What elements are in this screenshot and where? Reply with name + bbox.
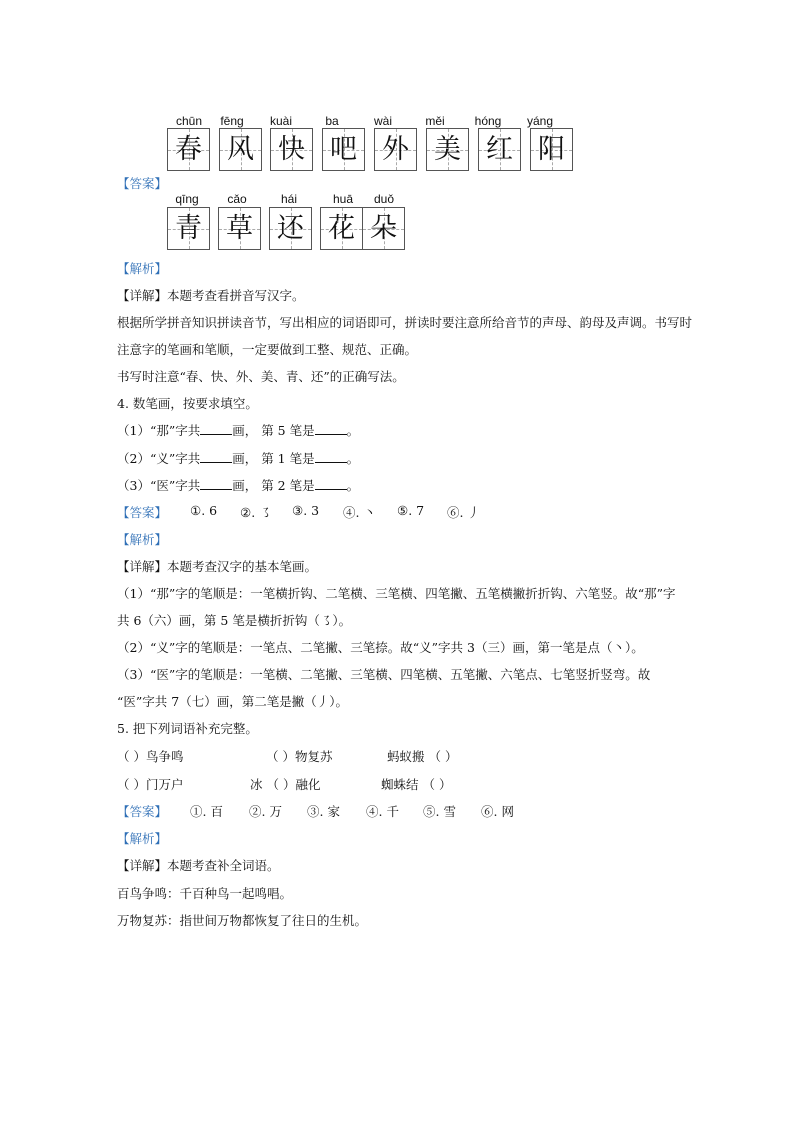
answer-tag: 【答案】 xyxy=(117,176,168,191)
pinyin-label: wài xyxy=(373,114,392,128)
character-cell: 快 xyxy=(270,128,313,171)
detail-paragraph: 书写时注意“春、快、外、美、青、还”的正确写法。 xyxy=(117,369,405,384)
question-item: （2）“义”字共 画， 第 1 笔是 。 xyxy=(117,451,360,466)
pinyin-label: hóng xyxy=(474,114,502,128)
character-cell: 红 xyxy=(478,128,521,171)
character-cell: 花 xyxy=(320,207,363,250)
fill-item: （ ）门万户 xyxy=(117,777,184,792)
character-cell: 风 xyxy=(219,128,262,171)
analysis-tag: 【解析】 xyxy=(117,261,168,276)
question-title: 4. 数笔画，按要求填空。 xyxy=(117,396,258,411)
character-cell: 草 xyxy=(218,207,261,250)
character-cell: 青 xyxy=(167,207,210,250)
question-item: （3）“医”字共 画， 第 2 笔是 。 xyxy=(117,478,360,493)
pinyin-label: qīng xyxy=(175,192,199,206)
detail-paragraph: （3）“医”字的笔顺是：一笔横、二笔撇、三笔横、四笔横、五笔撇、六笔点、七笔竖折竖弯。故 xyxy=(117,667,651,682)
answer-blank xyxy=(315,424,347,435)
answer-item: ⑤. 雪 xyxy=(423,804,456,819)
analysis-tag: 【解析】 xyxy=(117,831,168,846)
answer-blank xyxy=(315,479,347,490)
question-item: （1）“那”字共 画， 第 5 笔是 。 xyxy=(117,423,360,438)
answer-item: ②. ㇌ xyxy=(240,505,272,520)
pinyin-label: yáng xyxy=(526,114,554,128)
fill-item: 冰 （ ）融化 xyxy=(250,777,321,792)
answer-item: ①. 6 xyxy=(190,503,218,518)
pinyin-label: chūn xyxy=(175,114,203,128)
detail-paragraph: 百鸟争鸣：千百种鸟一起鸣唱。 xyxy=(117,886,293,901)
analysis-tag: 【解析】 xyxy=(117,532,168,547)
answer-item: ①. 百 xyxy=(190,804,223,819)
character-grid-row-2 xyxy=(167,207,414,250)
answer-item: ⑥. 丿 xyxy=(447,505,480,520)
answer-item: ⑤. 7 xyxy=(397,503,425,518)
fill-item: 蜘蛛结 （ ） xyxy=(381,777,452,792)
pinyin-label: ba xyxy=(325,114,339,128)
answer-tag: 【答案】 xyxy=(117,804,168,819)
detail-paragraph: 注意字的笔画和笔顺，一定要做到工整、规范、正确。 xyxy=(117,342,418,357)
detail-paragraph: （2）“义”字的笔顺是：一笔点、二笔撇、三笔捺。故“义”字共 3（三）画，第一笔是点（丶）。 xyxy=(117,640,644,655)
pinyin-label: kuài xyxy=(269,114,292,128)
pinyin-label: měi xyxy=(425,114,445,128)
answer-item: ⑥. 网 xyxy=(481,804,514,819)
detail-paragraph: 万物复苏：指世间万物都恢复了往日的生机。 xyxy=(117,913,368,928)
answer-item: ④. 千 xyxy=(366,804,399,819)
character-cell: 阳 xyxy=(530,128,573,171)
pinyin-label: duǒ xyxy=(373,192,395,206)
fill-item: （ ）鸟争鸣 xyxy=(117,749,184,764)
character-cell: 还 xyxy=(269,207,312,250)
answer-blank xyxy=(200,479,232,490)
detail-paragraph: （1）“那”字的笔顺是：一笔横折钩、二笔横、三笔横、四笔撇、五笔横撇折折钩、六笔竖。故“那”字 xyxy=(117,586,676,601)
character-cell: 春 xyxy=(167,128,210,171)
character-cell: 外 xyxy=(374,128,417,171)
pinyin-label: fēng xyxy=(220,114,244,128)
answer-tag: 【答案】 xyxy=(117,505,168,520)
detail-paragraph: “医”字共 7（七）画，第二笔是撇（丿）。 xyxy=(117,694,348,709)
answer-item: ③. 3 xyxy=(292,503,320,518)
detail-title: 【详解】本题考查汉字的基本笔画。 xyxy=(117,559,318,574)
answer-item: ②. 万 xyxy=(249,804,282,819)
detail-paragraph: 共 6（六）画，第 5 笔是横折折钩（㇌）。 xyxy=(117,613,352,628)
character-cell: 朵 xyxy=(362,207,405,250)
pinyin-label: huā xyxy=(332,192,354,206)
pinyin-label: hái xyxy=(280,192,297,206)
answer-blank xyxy=(315,452,347,463)
detail-title: 【详解】本题考查补全词语。 xyxy=(117,858,280,873)
detail-title: 【详解】本题考查看拼音写汉字。 xyxy=(117,288,305,303)
character-cell: 吧 xyxy=(322,128,365,171)
answer-item: ④. 丶 xyxy=(343,505,376,520)
character-grid-row-1 xyxy=(167,128,582,171)
question-title: 5. 把下列词语补充完整。 xyxy=(117,721,258,736)
character-cell: 美 xyxy=(426,128,469,171)
answer-item: ③. 家 xyxy=(307,804,340,819)
pinyin-label: cǎo xyxy=(227,192,247,206)
answer-blank xyxy=(200,452,232,463)
detail-paragraph: 根据所学拼音知识拼读音节，写出相应的词语即可，拼读时要注意所给音节的声母、韵母及声调。书写时 xyxy=(117,315,693,330)
fill-item: （ ）物复苏 xyxy=(266,749,333,764)
fill-item: 蚂蚁搬 （ ） xyxy=(387,749,458,764)
answer-blank xyxy=(200,424,232,435)
